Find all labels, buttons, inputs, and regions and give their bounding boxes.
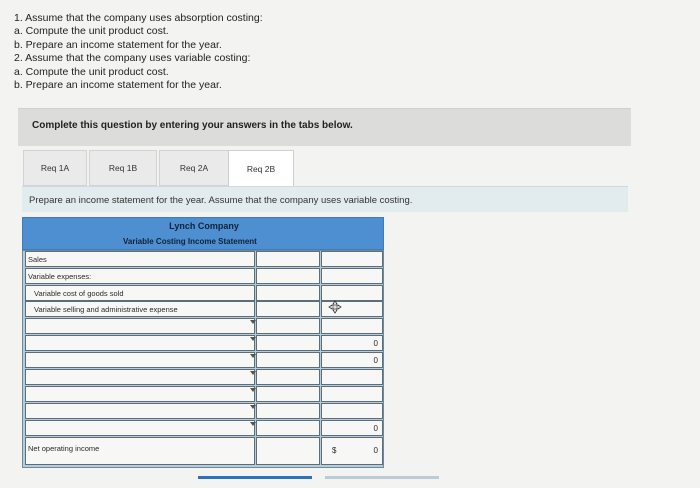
amount-input-cell[interactable] — [256, 403, 320, 419]
instruction-line: a. Compute the unit product cost. — [14, 65, 169, 78]
amount-input-cell[interactable] — [256, 352, 320, 368]
total-input-cell[interactable] — [321, 386, 383, 402]
row-label-cell[interactable] — [25, 285, 255, 301]
total-value: 0 — [373, 356, 378, 365]
row-label-cell[interactable] — [25, 335, 255, 351]
active-progress-bar — [198, 476, 312, 479]
instruction-line: 2. Assume that the company uses variable costing: — [14, 52, 251, 65]
row-label-cell[interactable] — [25, 268, 255, 284]
amount-input-cell[interactable] — [256, 369, 320, 385]
move-cursor-icon — [328, 300, 342, 314]
question-instructions — [14, 12, 263, 92]
amount-input-cell[interactable] — [256, 268, 320, 284]
total-input-cell[interactable] — [321, 335, 383, 351]
row-label-cell[interactable] — [25, 420, 255, 436]
total-value: 0 — [373, 424, 378, 433]
amount-input-cell[interactable] — [256, 437, 320, 465]
amount-input-cell[interactable] — [256, 420, 320, 436]
income-statement-grid — [22, 250, 384, 468]
inactive-progress-bar — [325, 476, 439, 479]
row-label-cell[interactable] — [25, 437, 255, 465]
company-name: Lynch Company — [169, 221, 239, 231]
total-value: 0 — [373, 339, 378, 348]
row-label: Variable cost of goods sold — [34, 289, 124, 298]
prompt-text: Prepare an income statement for the year. Assume that the company uses variable costing. — [29, 195, 413, 206]
amount-input-cell[interactable] — [256, 386, 320, 402]
row-label-cell[interactable] — [25, 386, 255, 402]
total-input-cell[interactable] — [321, 352, 383, 368]
row-label: Net operating income — [28, 444, 100, 453]
amount-input-cell[interactable] — [256, 318, 320, 334]
instruction-line: b. Prepare an income statement for the year. — [14, 38, 222, 51]
instruction-line: b. Prepare an income statement for the year. — [14, 79, 222, 92]
instruction-line: a. Compute the unit product cost. — [14, 25, 169, 38]
total-input-cell[interactable] — [321, 420, 383, 436]
row-label: Variable selling and administrative expense — [34, 305, 178, 314]
statement-header — [22, 217, 384, 250]
total-input-cell[interactable] — [321, 251, 383, 267]
row-label-cell[interactable] — [25, 301, 255, 317]
row-label-cell[interactable] — [25, 403, 255, 419]
tab-req-1a[interactable]: Req 1A — [23, 150, 87, 186]
amount-input-cell[interactable] — [256, 251, 320, 267]
tab-req-1b[interactable]: Req 1B — [89, 150, 157, 186]
prompt-bar — [22, 186, 628, 212]
tab-req-2a[interactable]: Req 2A — [159, 150, 229, 186]
banner-text: Complete this question by entering your answers in the tabs below. — [32, 120, 353, 131]
total-input-cell[interactable] — [321, 403, 383, 419]
row-label-cell[interactable] — [25, 251, 255, 267]
instructions-banner — [18, 108, 631, 146]
tab-req-2b[interactable]: Req 2B — [228, 150, 294, 187]
amount-input-cell[interactable] — [256, 285, 320, 301]
total-input-cell[interactable] — [321, 318, 383, 334]
currency-symbol: $ — [332, 446, 337, 455]
row-label-cell[interactable] — [25, 369, 255, 385]
row-label-cell[interactable] — [25, 352, 255, 368]
row-label-cell[interactable] — [25, 318, 255, 334]
instruction-line: 1. Assume that the company uses absorption costing: — [14, 12, 263, 24]
amount-input-cell[interactable] — [256, 335, 320, 351]
row-label: Variable expenses: — [28, 272, 92, 281]
total-input-cell[interactable] — [321, 437, 383, 465]
row-label: Sales — [28, 255, 47, 264]
total-value: 0 — [373, 446, 378, 455]
total-input-cell[interactable] — [321, 369, 383, 385]
total-input-cell[interactable] — [321, 285, 383, 301]
amount-input-cell[interactable] — [256, 301, 320, 317]
statement-title: Variable Costing Income Statement — [123, 237, 257, 246]
total-input-cell[interactable] — [321, 268, 383, 284]
